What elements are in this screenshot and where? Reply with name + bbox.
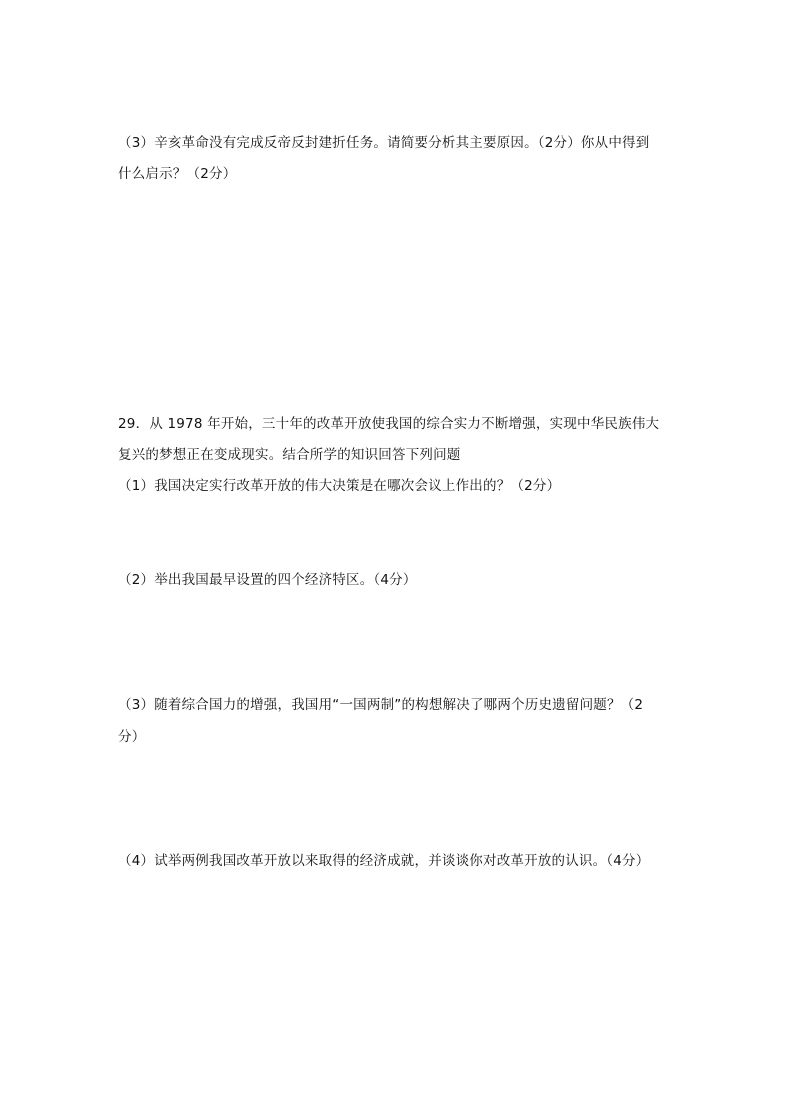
q29-part3-line1: （3）随着综合国力的增强，我国用“一国两制”的构想解决了哪两个历史遗留问题？（2 [118, 697, 644, 713]
q28-part3-line2: 什么启示？（2分） [118, 166, 237, 182]
q29-stem-line1: 29．从 1978 年开始，三十年的改革开放使我国的综合实力不断增强，实现中华民族伟大 [118, 416, 660, 432]
q28-part3-line1: （3）辛亥革命没有完成反帝反封建折任务。请简要分析其主要原因。（2分）你从中得到 [118, 135, 650, 151]
q29-part2: （2）举出我国最早设置的四个经济特区。（4分） [118, 572, 417, 588]
q29-stem-line2: 复兴的梦想正在变成现实。结合所学的知识回答下列问题 [118, 447, 461, 463]
q29-part3-line2: 分） [118, 729, 146, 745]
q29-part4: （4）试举两例我国改革开放以来取得的经济成就，并谈谈你对改革开放的认识。（4分） [118, 853, 650, 869]
q29-part1: （1）我国决定实行改革开放的伟大决策是在哪次会议上作出的？（2分） [118, 478, 561, 494]
